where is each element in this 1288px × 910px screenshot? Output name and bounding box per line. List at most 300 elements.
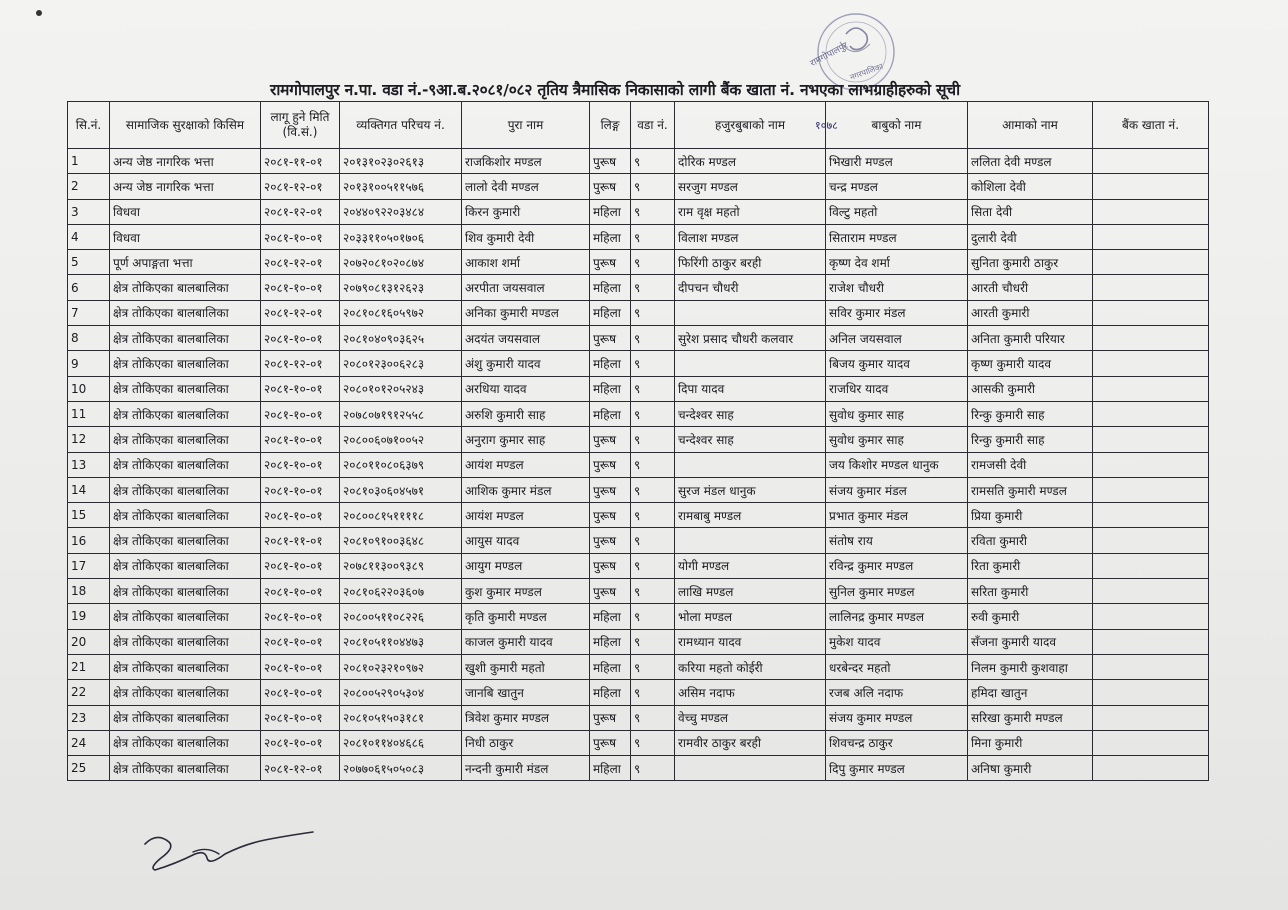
cell-gender: पुरूष	[590, 149, 631, 174]
cell-mother: आसकी कुमारी	[968, 376, 1093, 401]
header-bank: बैंक खाता नं.	[1093, 102, 1209, 149]
cell-id: २०७८०७१९१२५५८	[340, 401, 462, 426]
cell-id: २०८००६०७१००५२	[340, 427, 462, 452]
svg-text:नगरपालिका: नगरपालिका	[848, 61, 885, 83]
cell-ward: ९	[631, 401, 675, 426]
cell-type: क्षेत्र तोकिएका बालबालिका	[110, 756, 261, 781]
table-row	[68, 300, 1209, 325]
cell-id: २०३३११०५०१७०६	[340, 224, 462, 249]
cell-ward: ९	[631, 452, 675, 477]
cell-date: २०८१-१०-०१	[261, 452, 340, 477]
cell-father: प्रभात कुमार मंडल	[826, 503, 968, 528]
table-row	[68, 452, 1209, 477]
cell-ward: ९	[631, 427, 675, 452]
cell-father: संजय कुमार मण्डल	[826, 705, 968, 730]
cell-bank	[1093, 528, 1209, 553]
table-row	[68, 503, 1209, 528]
cell-grandfather: राम वृक्ष महतो	[675, 199, 826, 224]
cell-mother: आरती चौधरी	[968, 275, 1093, 300]
cell-bank	[1093, 553, 1209, 578]
cell-father: अनिल जयसवाल	[826, 326, 968, 351]
header-sn: सि.नं.	[68, 102, 110, 149]
cell-id: २०१३१००५११५७६	[340, 174, 462, 199]
cell-sn: 1	[68, 149, 110, 174]
table-row	[68, 528, 1209, 553]
cell-mother: अनिता कुमारी परियार	[968, 326, 1093, 351]
cell-type: पूर्ण अपाङ्गता भत्ता	[110, 250, 261, 275]
cell-sn: 18	[68, 579, 110, 604]
cell-ward: ९	[631, 705, 675, 730]
cell-bank	[1093, 503, 1209, 528]
cell-mother: रामसति कुमारी मण्डल	[968, 477, 1093, 502]
cell-id: २०८०१०१२०५२४३	[340, 376, 462, 401]
cell-father: बिजय कुमार यादव	[826, 351, 968, 376]
cell-name: आयंश मण्डल	[462, 452, 590, 477]
cell-name: कुश कुमार मण्डल	[462, 579, 590, 604]
cell-sn: 15	[68, 503, 110, 528]
cell-grandfather: रामबाबु मण्डल	[675, 503, 826, 528]
cell-father: सिताराम मण्डल	[826, 224, 968, 249]
table-row	[68, 199, 1209, 224]
cell-bank	[1093, 705, 1209, 730]
cell-type: क्षेत्र तोकिएका बालबालिका	[110, 275, 261, 300]
cell-type: क्षेत्र तोकिएका बालबालिका	[110, 705, 261, 730]
cell-name: राजकिशोर मण्डल	[462, 149, 590, 174]
cell-father: विल्टु महतो	[826, 199, 968, 224]
cell-name: निधी ठाकुर	[462, 730, 590, 755]
cell-type: विधवा	[110, 199, 261, 224]
cell-bank	[1093, 730, 1209, 755]
cell-ward: ९	[631, 654, 675, 679]
cell-bank	[1093, 604, 1209, 629]
cell-ward: ९	[631, 199, 675, 224]
cell-date: २०८१-१०-०१	[261, 326, 340, 351]
table-row	[68, 326, 1209, 351]
table-row	[68, 275, 1209, 300]
cell-name: अनुराग कुमार साह	[462, 427, 590, 452]
cell-gender: पुरूष	[590, 326, 631, 351]
table-row	[68, 604, 1209, 629]
cell-grandfather: सुरेश प्रसाद चौधरी कलवार	[675, 326, 826, 351]
cell-gender: पुरूष	[590, 503, 631, 528]
cell-sn: 10	[68, 376, 110, 401]
cell-date: २०८१-१०-०१	[261, 654, 340, 679]
cell-bank	[1093, 351, 1209, 376]
reference-number: १०७८	[815, 119, 838, 132]
cell-bank	[1093, 326, 1209, 351]
table-row	[68, 351, 1209, 376]
cell-sn: 13	[68, 452, 110, 477]
cell-gender: पुरूष	[590, 730, 631, 755]
cell-mother: अनिषा कुमारी	[968, 756, 1093, 781]
cell-date: २०८१-१२-०१	[261, 756, 340, 781]
cell-father: धरबेन्दर महतो	[826, 654, 968, 679]
cell-type: क्षेत्र तोकिएका बालबालिका	[110, 553, 261, 578]
cell-sn: 22	[68, 680, 110, 705]
cell-sn: 5	[68, 250, 110, 275]
cell-ward: ९	[631, 275, 675, 300]
cell-father: संजय कुमार मंडल	[826, 477, 968, 502]
table-row	[68, 174, 1209, 199]
cell-date: २०८१-१०-०१	[261, 401, 340, 426]
cell-name: अरधिया यादव	[462, 376, 590, 401]
cell-id: २०७९०८१३१२६२३	[340, 275, 462, 300]
cell-name: अरुशि कुमारी साह	[462, 401, 590, 426]
cell-gender: महिला	[590, 604, 631, 629]
cell-father: शिवचन्द्र ठाकुर	[826, 730, 968, 755]
cell-type: क्षेत्र तोकिएका बालबालिका	[110, 300, 261, 325]
table-row	[68, 654, 1209, 679]
cell-father: चन्द्र मण्डल	[826, 174, 968, 199]
cell-mother: सिता देवी	[968, 199, 1093, 224]
table-row	[68, 149, 1209, 174]
cell-mother: मिना कुमारी	[968, 730, 1093, 755]
table-row	[68, 477, 1209, 502]
cell-type: क्षेत्र तोकिएका बालबालिका	[110, 503, 261, 528]
cell-gender: पुरूष	[590, 427, 631, 452]
cell-date: २०८१-१०-०१	[261, 579, 340, 604]
cell-type: क्षेत्र तोकिएका बालबालिका	[110, 326, 261, 351]
cell-mother: ललिता देवी मण्डल	[968, 149, 1093, 174]
cell-name: त्रिवेश कुमार मण्डल	[462, 705, 590, 730]
signature	[135, 826, 330, 878]
cell-sn: 25	[68, 756, 110, 781]
cell-type: क्षेत्र तोकिएका बालबालिका	[110, 376, 261, 401]
cell-mother: निलम कुमारी कुशवाहा	[968, 654, 1093, 679]
cell-ward: ९	[631, 553, 675, 578]
cell-ward: ९	[631, 250, 675, 275]
table-row	[68, 629, 1209, 654]
cell-type: क्षेत्र तोकिएका बालबालिका	[110, 654, 261, 679]
cell-father: कृष्ण देव शर्मा	[826, 250, 968, 275]
header-id: व्यक्तिगत परिचय नं.	[340, 102, 462, 149]
cell-name: किरन कुमारी	[462, 199, 590, 224]
cell-grandfather: वेच्चु मण्डल	[675, 705, 826, 730]
cell-sn: 9	[68, 351, 110, 376]
cell-type: क्षेत्र तोकिएका बालबालिका	[110, 579, 261, 604]
cell-ward: ९	[631, 730, 675, 755]
table-row	[68, 705, 1209, 730]
cell-grandfather	[675, 452, 826, 477]
cell-father: राजेश चौधरी	[826, 275, 968, 300]
cell-ward: ९	[631, 503, 675, 528]
cell-date: २०८१-११-०१	[261, 149, 340, 174]
table-row	[68, 553, 1209, 578]
cell-gender: महिला	[590, 376, 631, 401]
cell-gender: महिला	[590, 275, 631, 300]
cell-sn: 17	[68, 553, 110, 578]
cell-sn: 20	[68, 629, 110, 654]
cell-gender: महिला	[590, 654, 631, 679]
cell-grandfather: रामवीर ठाकुर बरही	[675, 730, 826, 755]
cell-gender: पुरूष	[590, 579, 631, 604]
cell-grandfather	[675, 351, 826, 376]
cell-grandfather: सुरज मंडल धानुक	[675, 477, 826, 502]
cell-id: २०७७०६१५०५०८३	[340, 756, 462, 781]
cell-ward: ९	[631, 376, 675, 401]
cell-type: अन्य जेष्ठ नागरिक भत्ता	[110, 174, 261, 199]
cell-type: क्षेत्र तोकिएका बालबालिका	[110, 730, 261, 755]
cell-id: २०७२०८१०२०८७४	[340, 250, 462, 275]
cell-name: कृति कुमारी मण्डल	[462, 604, 590, 629]
cell-type: अन्य जेष्ठ नागरिक भत्ता	[110, 149, 261, 174]
cell-date: २०८१-१०-०१	[261, 705, 340, 730]
cell-gender: पुरूष	[590, 477, 631, 502]
cell-type: क्षेत्र तोकिएका बालबालिका	[110, 680, 261, 705]
cell-father: सुनिल कुमार मण्डल	[826, 579, 968, 604]
cell-id: २०८१०२३२१०९७२	[340, 654, 462, 679]
cell-ward: ९	[631, 351, 675, 376]
table-row	[68, 579, 1209, 604]
cell-sn: 16	[68, 528, 110, 553]
cell-sn: 8	[68, 326, 110, 351]
cell-mother: सरिखा कुमारी मण्डल	[968, 705, 1093, 730]
cell-sn: 23	[68, 705, 110, 730]
cell-id: २०८१०३०६०४५७१	[340, 477, 462, 502]
cell-type: क्षेत्र तोकिएका बालबालिका	[110, 528, 261, 553]
header-name: पुरा नाम	[462, 102, 590, 149]
cell-bank	[1093, 452, 1209, 477]
cell-father: सुवोध कुमार साह	[826, 427, 968, 452]
cell-bank	[1093, 756, 1209, 781]
cell-mother: दुलारी देवी	[968, 224, 1093, 249]
cell-gender: पुरूष	[590, 553, 631, 578]
cell-type: क्षेत्र तोकिएका बालबालिका	[110, 452, 261, 477]
header-gender: लिङ्ग	[590, 102, 631, 149]
cell-gender: पुरूष	[590, 528, 631, 553]
cell-bank	[1093, 401, 1209, 426]
cell-id: २०८१०५१५०३१८१	[340, 705, 462, 730]
cell-gender: पुरूष	[590, 174, 631, 199]
cell-grandfather: दिपा यादव	[675, 376, 826, 401]
cell-gender: महिला	[590, 224, 631, 249]
cell-gender: महिला	[590, 680, 631, 705]
cell-grandfather: भोला मण्डल	[675, 604, 826, 629]
cell-name: नन्दनी कुमारी मंडल	[462, 756, 590, 781]
cell-id: २०८१०६२२०३६०७	[340, 579, 462, 604]
header-ward: वडा नं.	[631, 102, 675, 149]
cell-id: २०८१०८१६०५९७२	[340, 300, 462, 325]
cell-date: २०८१-१०-०१	[261, 730, 340, 755]
cell-grandfather: चन्देश्वर साह	[675, 427, 826, 452]
paper-mark	[36, 10, 42, 16]
cell-father: जय किशोर मण्डल धानुक	[826, 452, 968, 477]
cell-name: खुशी कुमारी महतो	[462, 654, 590, 679]
cell-gender: पुरूष	[590, 705, 631, 730]
cell-type: क्षेत्र तोकिएका बालबालिका	[110, 604, 261, 629]
cell-date: २०८१-१०-०१	[261, 275, 340, 300]
cell-date: २०८१-१२-०१	[261, 174, 340, 199]
cell-gender: महिला	[590, 351, 631, 376]
cell-mother: रविता कुमारी	[968, 528, 1093, 553]
header-date: लागू हुने मिति (वि.सं.)	[261, 102, 340, 149]
cell-bank	[1093, 250, 1209, 275]
cell-sn: 11	[68, 401, 110, 426]
cell-father: राजधिर यादव	[826, 376, 968, 401]
table-row	[68, 730, 1209, 755]
cell-id: २०८१०११४०४६८६	[340, 730, 462, 755]
cell-type: क्षेत्र तोकिएका बालबालिका	[110, 401, 261, 426]
cell-date: २०८१-१०-०१	[261, 477, 340, 502]
cell-ward: ९	[631, 149, 675, 174]
cell-type: क्षेत्र तोकिएका बालबालिका	[110, 477, 261, 502]
cell-sn: 12	[68, 427, 110, 452]
cell-name: अदयंत जयसवाल	[462, 326, 590, 351]
cell-bank	[1093, 300, 1209, 325]
cell-name: लालो देवी मण्डल	[462, 174, 590, 199]
cell-id: २०८००५२९०५३०४	[340, 680, 462, 705]
cell-father: रविन्द्र कुमार मण्डल	[826, 553, 968, 578]
cell-date: २०८१-१०-०१	[261, 224, 340, 249]
cell-name: आयुग मण्डल	[462, 553, 590, 578]
cell-mother: रुवी कुमारी	[968, 604, 1093, 629]
cell-bank	[1093, 174, 1209, 199]
cell-sn: 7	[68, 300, 110, 325]
cell-father: रजब अलि नदाफ	[826, 680, 968, 705]
cell-date: २०८१-१२-०१	[261, 250, 340, 275]
cell-bank	[1093, 376, 1209, 401]
cell-bank	[1093, 579, 1209, 604]
header-father: बाबुको नाम	[826, 102, 968, 149]
cell-bank	[1093, 427, 1209, 452]
cell-bank	[1093, 477, 1209, 502]
cell-id: २०८१०४०९०३६२५	[340, 326, 462, 351]
cell-id: २०८०११०८०६३७९	[340, 452, 462, 477]
header-type: सामाजिक सुरक्षाको किसिम	[110, 102, 261, 149]
cell-grandfather: दीपचन चौधरी	[675, 275, 826, 300]
cell-name: शिव कुमारी देवी	[462, 224, 590, 249]
cell-mother: सुनिता कुमारी ठाकुर	[968, 250, 1093, 275]
cell-date: २०८१-११-०१	[261, 528, 340, 553]
cell-ward: ९	[631, 300, 675, 325]
cell-sn: 6	[68, 275, 110, 300]
cell-ward: ९	[631, 579, 675, 604]
cell-date: २०८१-१०-०१	[261, 604, 340, 629]
cell-father: लालिनद्र कुमार मण्डल	[826, 604, 968, 629]
cell-grandfather: विलाश मण्डल	[675, 224, 826, 249]
cell-name: आकाश शर्मा	[462, 250, 590, 275]
cell-grandfather: असिम नदाफ	[675, 680, 826, 705]
table-header-row	[68, 102, 1209, 149]
cell-gender: महिला	[590, 629, 631, 654]
cell-id: २०८०१२३००६२८३	[340, 351, 462, 376]
cell-bank	[1093, 149, 1209, 174]
cell-gender: महिला	[590, 199, 631, 224]
table-row	[68, 427, 1209, 452]
cell-grandfather: रामध्यान यादव	[675, 629, 826, 654]
cell-type: क्षेत्र तोकिएका बालबालिका	[110, 629, 261, 654]
cell-bank	[1093, 199, 1209, 224]
cell-mother: कोशिला देवी	[968, 174, 1093, 199]
cell-grandfather: योगी मण्डल	[675, 553, 826, 578]
cell-grandfather: लाखि मण्डल	[675, 579, 826, 604]
cell-date: २०८१-१०-०१	[261, 503, 340, 528]
table-row	[68, 756, 1209, 781]
cell-sn: 21	[68, 654, 110, 679]
cell-bank	[1093, 224, 1209, 249]
cell-father: भिखारी मण्डल	[826, 149, 968, 174]
cell-ward: ९	[631, 528, 675, 553]
table-row	[68, 680, 1209, 705]
cell-mother: रिता कुमारी	[968, 553, 1093, 578]
cell-bank	[1093, 680, 1209, 705]
document-title: रामगोपालपुर न.पा. वडा नं.-९आ.ब.२०८१/०८२ तृतिय त्रैमासिक निकासाको लागी बैंक खाता नं. नभएका लाभग्राहीहरुको सूची	[270, 81, 960, 99]
cell-grandfather: सरजुग मण्डल	[675, 174, 826, 199]
cell-sn: 2	[68, 174, 110, 199]
cell-date: २०८१-१०-०१	[261, 553, 340, 578]
cell-father: मुकेश यादव	[826, 629, 968, 654]
cell-type: विधवा	[110, 224, 261, 249]
table-row	[68, 401, 1209, 426]
cell-date: २०८१-१२-०१	[261, 300, 340, 325]
cell-gender: महिला	[590, 401, 631, 426]
cell-grandfather	[675, 756, 826, 781]
cell-ward: ९	[631, 604, 675, 629]
cell-sn: 4	[68, 224, 110, 249]
table-row	[68, 250, 1209, 275]
cell-father: संतोष राय	[826, 528, 968, 553]
cell-date: २०८१-१२-०१	[261, 199, 340, 224]
cell-sn: 3	[68, 199, 110, 224]
cell-name: काजल कुमारी यादव	[462, 629, 590, 654]
cell-ward: ९	[631, 756, 675, 781]
cell-date: २०८१-१२-०१	[261, 351, 340, 376]
cell-ward: ९	[631, 477, 675, 502]
cell-ward: ९	[631, 629, 675, 654]
cell-mother: रामजसी देवी	[968, 452, 1093, 477]
cell-mother: रिन्कु कुमारी साह	[968, 401, 1093, 426]
cell-date: २०८१-१०-०१	[261, 629, 340, 654]
cell-name: अरपीता जयसवाल	[462, 275, 590, 300]
cell-mother: आरती कुमारी	[968, 300, 1093, 325]
cell-ward: ९	[631, 224, 675, 249]
cell-grandfather	[675, 528, 826, 553]
cell-bank	[1093, 275, 1209, 300]
cell-grandfather: दोरिक मण्डल	[675, 149, 826, 174]
cell-mother: रिन्कु कुमारी साह	[968, 427, 1093, 452]
cell-bank	[1093, 654, 1209, 679]
cell-mother: हमिदा खातुन	[968, 680, 1093, 705]
cell-mother: सरिता कुमारी	[968, 579, 1093, 604]
cell-id: २०८००५११०८२२६	[340, 604, 462, 629]
cell-mother: कृष्ण कुमारी यादव	[968, 351, 1093, 376]
cell-ward: ९	[631, 174, 675, 199]
table-row	[68, 376, 1209, 401]
cell-bank	[1093, 629, 1209, 654]
cell-mother: प्रिया कुमारी	[968, 503, 1093, 528]
header-mother: आमाको नाम	[968, 102, 1093, 149]
beneficiary-table	[67, 101, 1209, 781]
cell-name: अनिका कुमारी मण्डल	[462, 300, 590, 325]
cell-sn: 19	[68, 604, 110, 629]
cell-id: २०४४०९२२०३४८४	[340, 199, 462, 224]
cell-gender: महिला	[590, 300, 631, 325]
cell-date: २०८१-१०-०१	[261, 376, 340, 401]
header-grandfather: हजुरबुबाको नाम	[675, 102, 826, 149]
cell-sn: 24	[68, 730, 110, 755]
svg-text:रामगोपालपुर: रामगोपालपुर	[808, 40, 850, 70]
cell-id: २०८१०९१००३६४८	[340, 528, 462, 553]
cell-id: २०८१०५११०४४७३	[340, 629, 462, 654]
cell-ward: ९	[631, 326, 675, 351]
cell-grandfather: करिया महतो कोईरी	[675, 654, 826, 679]
cell-ward: ९	[631, 680, 675, 705]
cell-id: २०८००८१५११११८	[340, 503, 462, 528]
cell-gender: पुरूष	[590, 250, 631, 275]
table-row	[68, 224, 1209, 249]
cell-father: दिपु कुमार मण्डल	[826, 756, 968, 781]
cell-grandfather: चन्देश्वर साह	[675, 401, 826, 426]
